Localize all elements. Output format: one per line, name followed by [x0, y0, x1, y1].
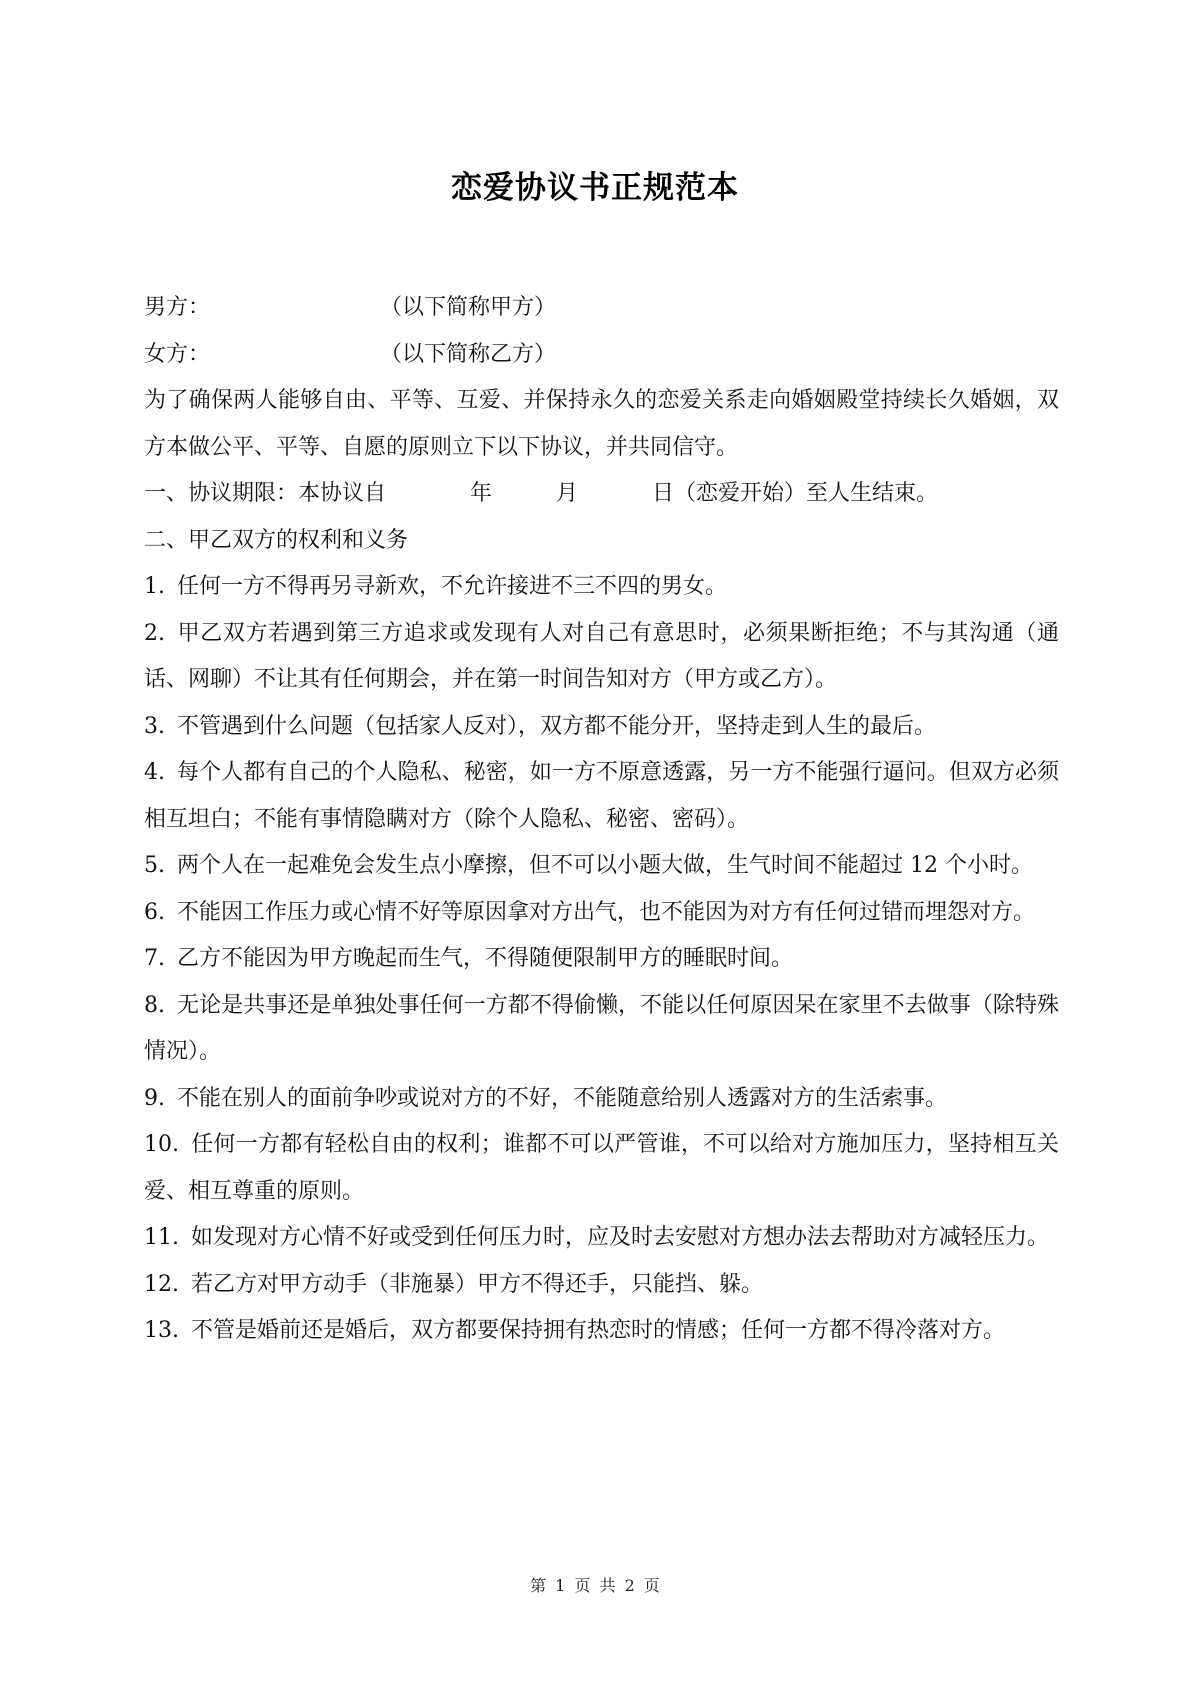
document-body — [144, 285, 1059, 1355]
item-text: 甲乙双方若遇到第三方追求或发现有人对自己有意思时，必须果断拒绝；不与其沟通（通话、网聊）不让其有任何期会，并在第一时间告知对方（甲方或乙方）。 — [144, 620, 1059, 692]
item-text: 乙方不能因为甲方晚起而生气，不得随便限制甲方的睡眠时间。 — [177, 946, 794, 971]
list-item — [144, 843, 1059, 890]
list-item — [144, 1215, 1059, 1262]
item-number: 9. — [144, 1085, 165, 1111]
list-item — [144, 611, 1059, 704]
item-text: 如发现对方心情不好或受到任何压力时，应及时去安慰对方想办法去帮助对方减轻压力。 — [191, 1225, 1050, 1250]
list-item — [144, 1308, 1059, 1355]
list-item — [144, 750, 1059, 843]
list-item — [144, 1122, 1059, 1215]
item-text: 无论是共事还是单独处事任何一方都不得偷懒，不能以任何原因呆在家里不去做事（除特殊情况）。 — [144, 992, 1059, 1064]
item-text: 不能在别人的面前争吵或说对方的不好，不能随意给别人透露对方的生活索事。 — [177, 1085, 948, 1111]
party-b-line — [144, 332, 1059, 379]
list-item — [144, 936, 1059, 983]
section-2-heading: 二、甲乙双方的权利和义务 — [144, 527, 409, 553]
term-line — [144, 471, 1059, 518]
item-number: 2. — [144, 620, 165, 646]
list-item — [144, 983, 1059, 1076]
list-item — [144, 704, 1059, 751]
term-suffix: 日（恋爱开始）至人生结束。 — [652, 481, 939, 506]
item-number: 5. — [144, 853, 165, 878]
item-number: 12. — [144, 1271, 179, 1297]
party-b-label: 女方： — [144, 341, 211, 367]
page-footer: 第 1 页 共 2 页 — [530, 1576, 660, 1595]
item-text: 若乙方对甲方动手（非施暴）甲方不得还手，只能挡、躲。 — [191, 1271, 764, 1297]
party-b-note: （以下简称乙方） — [380, 341, 557, 367]
item-number: 3. — [144, 713, 165, 739]
party-a-line — [144, 285, 1059, 332]
intro-paragraph: 为了确保两人能够自由、平等、互爱、并保持永久的恋爱关系走向婚姻殿堂持续长久婚姻，双方本做公平、平等、自愿的原则立下以下协议，并共同信守。 — [144, 388, 1059, 460]
term-prefix: 一、协议期限：本协议自 — [144, 481, 387, 506]
item-number: 13. — [144, 1318, 179, 1343]
party-a-note: （以下简称甲方） — [380, 295, 557, 320]
list-item — [144, 1262, 1059, 1309]
item-number: 10. — [144, 1132, 179, 1157]
item-text: 每个人都有自己的个人隐私、秘密，如一方不原意透露，另一方不能强行逼问。但双方必须相互坦白；不能有事情隐瞒对方（除个人隐私、秘密、密码）。 — [144, 760, 1059, 832]
list-item — [144, 890, 1059, 937]
item-text: 不能因工作压力或心情不好等原因拿对方出气，也不能因为对方有任何过错而埋怨对方。 — [177, 899, 1036, 925]
item-number: 4. — [144, 760, 165, 785]
party-a-label: 男方： — [144, 295, 211, 320]
item-text: 不管遇到什么问题（包括家人反对），双方都不能分开，坚持走到人生的最后。 — [177, 713, 937, 739]
item-number: 1. — [144, 574, 165, 599]
item-text: 任何一方不得再另寻新欢，不允许接进不三不四的男女。 — [177, 574, 728, 599]
list-item — [144, 1076, 1059, 1123]
item-number: 7. — [144, 946, 165, 971]
item-number: 6. — [144, 899, 165, 925]
item-text: 不管是婚前还是婚后，双方都要保持拥有热恋时的情感；任何一方都不得冷落对方。 — [191, 1318, 1006, 1343]
term-month: 月 — [556, 481, 579, 506]
document-title: 恋爱协议书正规范本 — [451, 170, 739, 206]
item-text: 两个人在一起难免会发生点小摩擦，但不可以小题大做，生气时间不能超过 12 个小时。 — [177, 853, 1033, 878]
item-text: 任何一方都有轻松自由的权利；谁都不可以严管谁，不可以给对方施加压力，坚持相互关爱、相互尊重的原则。 — [144, 1132, 1059, 1204]
item-number: 8. — [144, 992, 165, 1018]
list-item — [144, 564, 1059, 611]
item-number: 11. — [144, 1225, 179, 1250]
term-year: 年 — [470, 481, 493, 506]
